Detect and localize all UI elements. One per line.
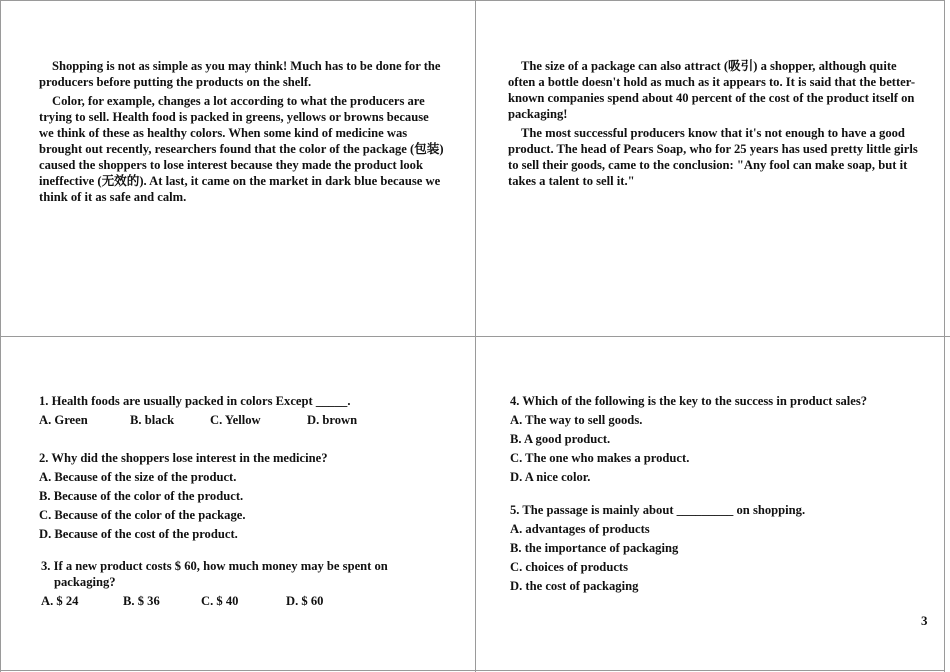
question-1-option-c: C. Yellow	[210, 413, 261, 427]
question-4-option-d: D. A nice color.	[510, 470, 591, 484]
question-2	[39, 449, 328, 544]
question-3-options	[41, 592, 388, 611]
passage-left-panel	[39, 58, 445, 205]
question-5-stem: 5. The passage is mainly about _________ on shopping.	[510, 503, 806, 517]
question-4-stem: 4. Which of the following is the key to the success in product sales?	[510, 394, 868, 408]
question-1-option-d: D. brown	[307, 413, 358, 427]
question-2-option-d: D. Because of the cost of the product.	[39, 527, 238, 541]
passage-right-panel	[508, 58, 918, 189]
question-4-option-b: B. A good product.	[510, 432, 611, 446]
question-3-stem-line-2: packaging?	[54, 575, 116, 589]
page-border-bottom	[0, 670, 945, 671]
question-2-stem: 2. Why did the shoppers lose interest in the medicine?	[39, 451, 328, 465]
question-1-option-b: B. black	[130, 413, 175, 427]
question-1	[39, 392, 357, 430]
question-5-option-d: D. the cost of packaging	[510, 579, 639, 593]
question-5-option-c: C. choices of products	[510, 560, 629, 574]
question-5-option-b: B. the importance of packaging	[510, 541, 679, 555]
question-2-option-a: A. Because of the size of the product.	[39, 470, 237, 484]
question-3-stem-line-1: 3. If a new product costs $ 60, how much money may be spent on	[41, 559, 388, 573]
question-5-option-a: A. advantages of products	[510, 522, 650, 536]
question-5	[510, 501, 805, 596]
question-3-option-b: B. $ 36	[123, 594, 160, 608]
question-4-option-c: C. The one who makes a product.	[510, 451, 690, 465]
passage-paragraph-2: Color, for example, changes a lot according to what the producers are trying to sell. Health food is packed in greens, yellows or browns because we think of these as healthy colors. When some kind of medicine was brought out recently, researchers found that the color of the package (包装) caused the shoppers to lose interest because they made the product look ineffective (无效的). At last, it came on the market in dark blue because we think of it as safe and calm.	[39, 94, 444, 204]
question-1-stem: 1. Health foods are usually packed in colors Except _____.	[39, 394, 351, 408]
question-4-option-a: A. The way to sell goods.	[510, 413, 643, 427]
page-border-top	[0, 0, 945, 1]
passage-paragraph-4: The most successful producers know that it's not enough to have a good product. The head of Pears Soap, who for 25 years has used pretty little girls to sell their goods, came to the conclusion: "Any fool can make soap, but it takes a talent to sell it."	[508, 126, 918, 188]
passage-paragraph-3: The size of a package can also attract (吸引) a shopper, although quite often a bottle doesn't hold as much as it appears to. It is said that the better-known companies spend about 40 percent of the cost of the product itself on packaging!	[508, 59, 916, 121]
question-3-option-c: C. $ 40	[201, 594, 239, 608]
page-number: 3	[921, 613, 928, 628]
slide-divider-horizontal	[0, 336, 950, 337]
question-4	[510, 392, 867, 487]
question-3-option-d: D. $ 60	[286, 594, 324, 608]
question-2-option-c: C. Because of the color of the package.	[39, 508, 246, 522]
question-3	[41, 558, 388, 611]
question-1-option-a: A. Green	[39, 413, 88, 427]
passage-paragraph-1: Shopping is not as simple as you may think! Much has to be done for the producers before putting the products on the shelf.	[39, 59, 441, 89]
question-1-options	[39, 411, 357, 430]
question-3-option-a: A. $ 24	[41, 594, 79, 608]
question-2-option-b: B. Because of the color of the product.	[39, 489, 244, 503]
